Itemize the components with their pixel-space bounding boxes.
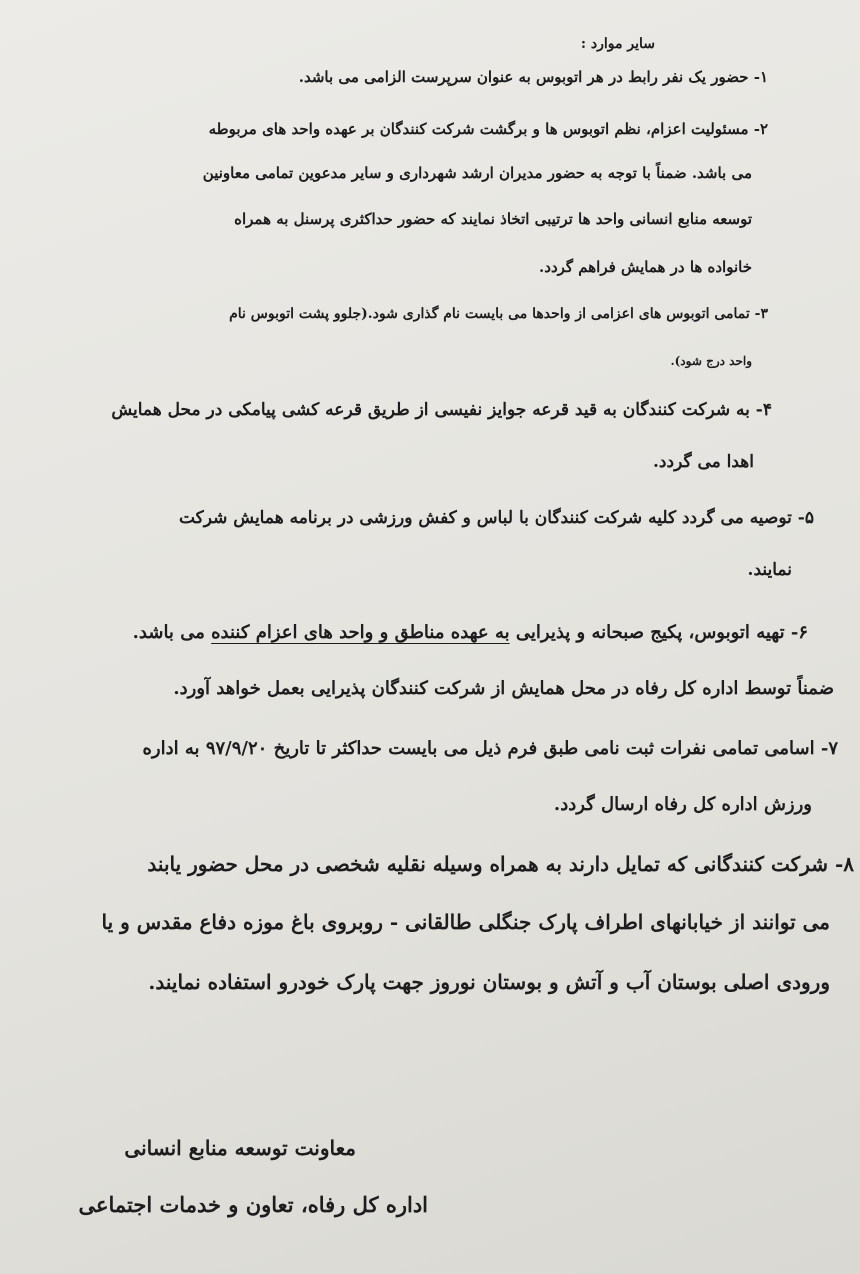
item-8-line-3: ورودی اصلی بوستان آب و آتش و بوستان نوروز جهت پارک خودرو استفاده نمایند. xyxy=(148,970,830,994)
item-2-line-2: می باشد. ضمناً با توجه به حضور مدیران ارشد شهرداری و سایر مدعوین تمامی معاونین xyxy=(202,164,752,182)
signature-line-2: اداره کل رفاه، تعاون و خدمات اجتماعی xyxy=(78,1192,428,1217)
item-3-line-1: ۳- تمامی اتوبوس های اعزامی از واحدها می بایست نام گذاری شود.(جلوو پشت اتوبوس نام xyxy=(229,306,768,322)
item-1: ۱- حضور یک نفر رابط در هر اتوبوس به عنوان سرپرست الزامی می باشد. xyxy=(298,68,768,86)
item-6-text-end: می باشد. xyxy=(132,622,212,643)
item-6-line-2: ضمناً توسط اداره کل رفاه در محل همایش از شرکت کنندگان پذیرایی بعمل خواهد آورد. xyxy=(173,678,834,699)
item-7-line-2: ورزش اداره کل رفاه ارسال گردد. xyxy=(553,794,812,815)
item-6-underlined-text: به عهده مناطق و واحد های اعزام کننده xyxy=(211,622,510,643)
item-6-line-1 xyxy=(133,622,808,643)
item-7-line-1: ۷- اسامی تمامی نفرات ثبت نامی طبق فرم ذیل می بایست حداکثر تا تاریخ ۹۷/۹/۲۰ به اداره xyxy=(142,738,838,759)
item-4-line-2: اهدا می گردد. xyxy=(653,452,754,472)
item-4-line-1: ۴- به شرکت کنندگان به قید قرعه جوایز نفیسی از طریق قرعه کشی پیامکی در محل همایش xyxy=(111,400,772,420)
item-2-line-3: توسعه منابع انسانی واحد ها ترتیبی اتخاذ نمایند که حضور حداکثری پرسنل به همراه xyxy=(234,210,752,228)
signature-line-1: معاونت توسعه منابع انسانی xyxy=(124,1136,356,1160)
item-8-line-1: ۸- شرکت کنندگانی که تمایل دارند به همراه وسیله نقلیه شخصی در محل حضور یابند xyxy=(147,852,854,876)
item-2-line-4: خانواده ها در همایش فراهم گردد. xyxy=(539,258,752,276)
item-5-line-2: نمایند. xyxy=(747,560,792,580)
item-6-text-start: ۶- تهیه اتوبوس، پکیج صبحانه و پذیرایی xyxy=(509,622,808,643)
item-8-line-2: می توانند از خیابانهای اطراف پارک جنگلی طالقانی - روبروی باغ موزه دفاع مقدس و یا xyxy=(101,910,830,934)
item-5-line-1: ۵- توصیه می گردد کلیه شرکت کنندگان با لباس و کفش ورزشی در برنامه همایش شرکت xyxy=(178,508,814,528)
section-heading: سایر موارد : xyxy=(580,36,655,52)
item-2-line-1: ۲- مسئولیت اعزام، نظم اتوبوس ها و برگشت شرکت کنندگان بر عهده واحد های مربوطه xyxy=(208,120,768,138)
item-3-line-2: واحد درج شود). xyxy=(670,354,752,368)
